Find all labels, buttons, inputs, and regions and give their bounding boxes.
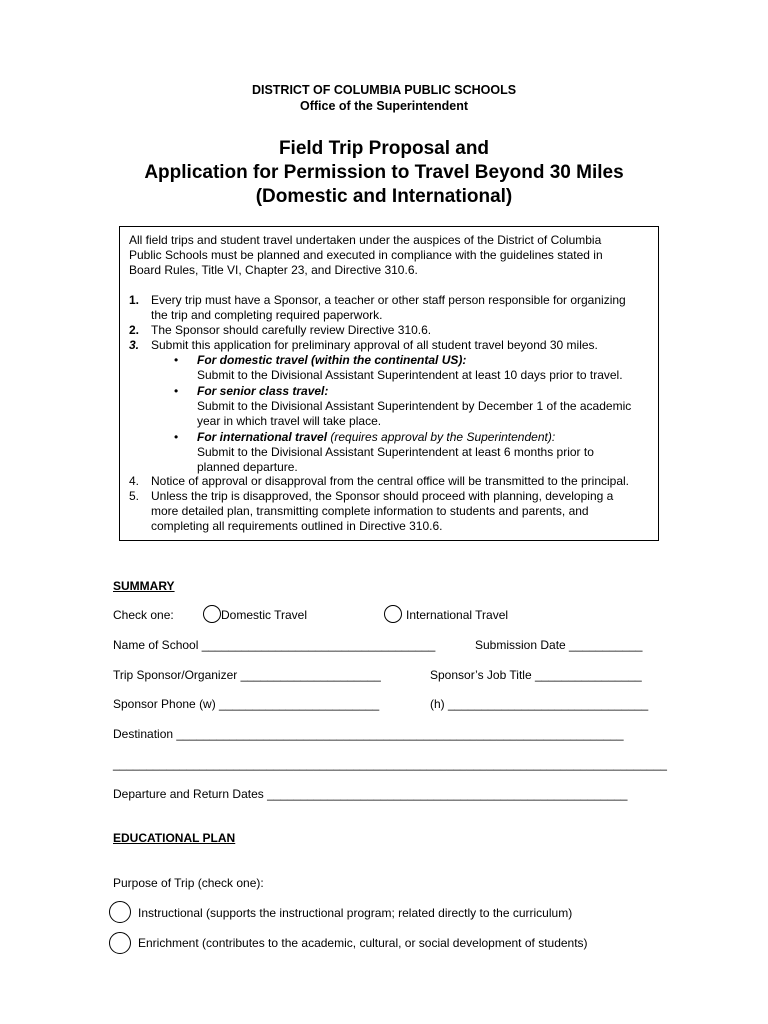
enrichment-radio[interactable] [109,932,131,954]
sponsor-field[interactable]: Trip Sponsor/Organizer _____________________ [113,668,381,682]
item-text: more detailed plan, transmitting complete information to students and parents, and [151,504,589,518]
job-title-field[interactable]: Sponsor’s Job Title ________________ [430,668,642,682]
destination-line-2[interactable]: ___________________________________________________________________________________ [113,757,667,771]
bullet-heading-line [197,430,555,445]
item-text: Every trip must have a Sponsor, a teacher or other staff person responsible for organizing [151,293,626,307]
item-text: Submit this application for preliminary approval of all student travel beyond 30 miles. [151,338,598,352]
bullet-text: Submit to the Divisional Assistant Superintendent by December 1 of the academic [197,399,632,413]
item-text: Notice of approval or disapproval from the central office will be transmitted to the principal. [151,474,630,488]
international-radio[interactable] [384,605,402,623]
purpose-label: Purpose of Trip (check one): [113,876,264,890]
school-name-field[interactable]: Name of School ___________________________________ [113,638,436,652]
domestic-radio[interactable] [203,605,221,623]
sponsor-phone-work-field[interactable]: Sponsor Phone (w) ________________________ [113,697,380,711]
bullet: • [174,353,179,367]
page-title-line2: Application for Permission to Travel Beyond 30 Miles [144,162,624,183]
bullet-heading: For domestic travel (within the continental US): [197,353,467,367]
bullet: • [174,384,179,398]
item-text: completing all requirements outlined in Directive 310.6. [151,519,443,533]
item-number: 2. [129,323,140,337]
sponsor-phone-home-field[interactable]: (h) ______________________________ [430,697,649,711]
page-title-line1: Field Trip Proposal and [278,138,490,159]
instructional-label: Instructional (supports the instructional program; related directly to the curriculum) [138,906,573,920]
bullet: • [174,430,179,444]
item-text: Unless the trip is disapproved, the Sponsor should proceed with planning, developing a [151,489,614,503]
intro-line: Public Schools must be planned and executed in compliance with the guidelines stated in [129,248,603,262]
check-one-label: Check one: [113,608,174,622]
summary-heading: SUMMARY [113,579,175,593]
instructional-radio[interactable] [109,901,131,923]
bullet-text: year in which travel will take place. [197,414,382,428]
educational-plan-heading: EDUCATIONAL PLAN [113,831,236,845]
submission-date-field[interactable]: Submission Date ___________ [475,638,643,652]
page-title-line3: (Domestic and International) [255,186,513,207]
dates-field[interactable]: Departure and Return Dates ______________________________________________________ [113,787,628,801]
intro-line: Board Rules, Title VI, Chapter 23, and Directive 310.6. [129,263,418,277]
destination-field[interactable]: Destination ___________________________________________________________________ [113,727,624,741]
international-label: International Travel [406,608,509,622]
bullet-text: Submit to the Divisional Assistant Superintendent at least 6 months prior to [197,445,594,459]
bullet-text: Submit to the Divisional Assistant Superintendent at least 10 days prior to travel. [197,368,623,382]
office-name: Office of the Superintendent [299,99,469,113]
bullet-text: planned departure. [197,460,298,474]
bullet-note: (requires approval by the Superintendent): [327,430,556,444]
org-name: DISTRICT OF COLUMBIA PUBLIC SCHOOLS [251,83,517,97]
item-text: the trip and completing required paperwork. [151,308,383,322]
item-number: 5. [129,489,140,503]
instructions-box [119,226,659,541]
bullet-heading: For international travel [197,430,328,444]
item-number: 3. [129,338,140,352]
enrichment-label: Enrichment (contributes to the academic, cultural, or social development of students) [138,936,588,950]
intro-line: All field trips and student travel undertaken under the auspices of the District of Columbia [129,233,602,247]
item-number: 1. [129,293,140,307]
domestic-label: Domestic Travel [221,608,308,622]
item-number: 4. [129,474,140,488]
bullet-heading: For senior class travel: [197,384,329,398]
item-text: The Sponsor should carefully review Directive 310.6. [151,323,432,337]
